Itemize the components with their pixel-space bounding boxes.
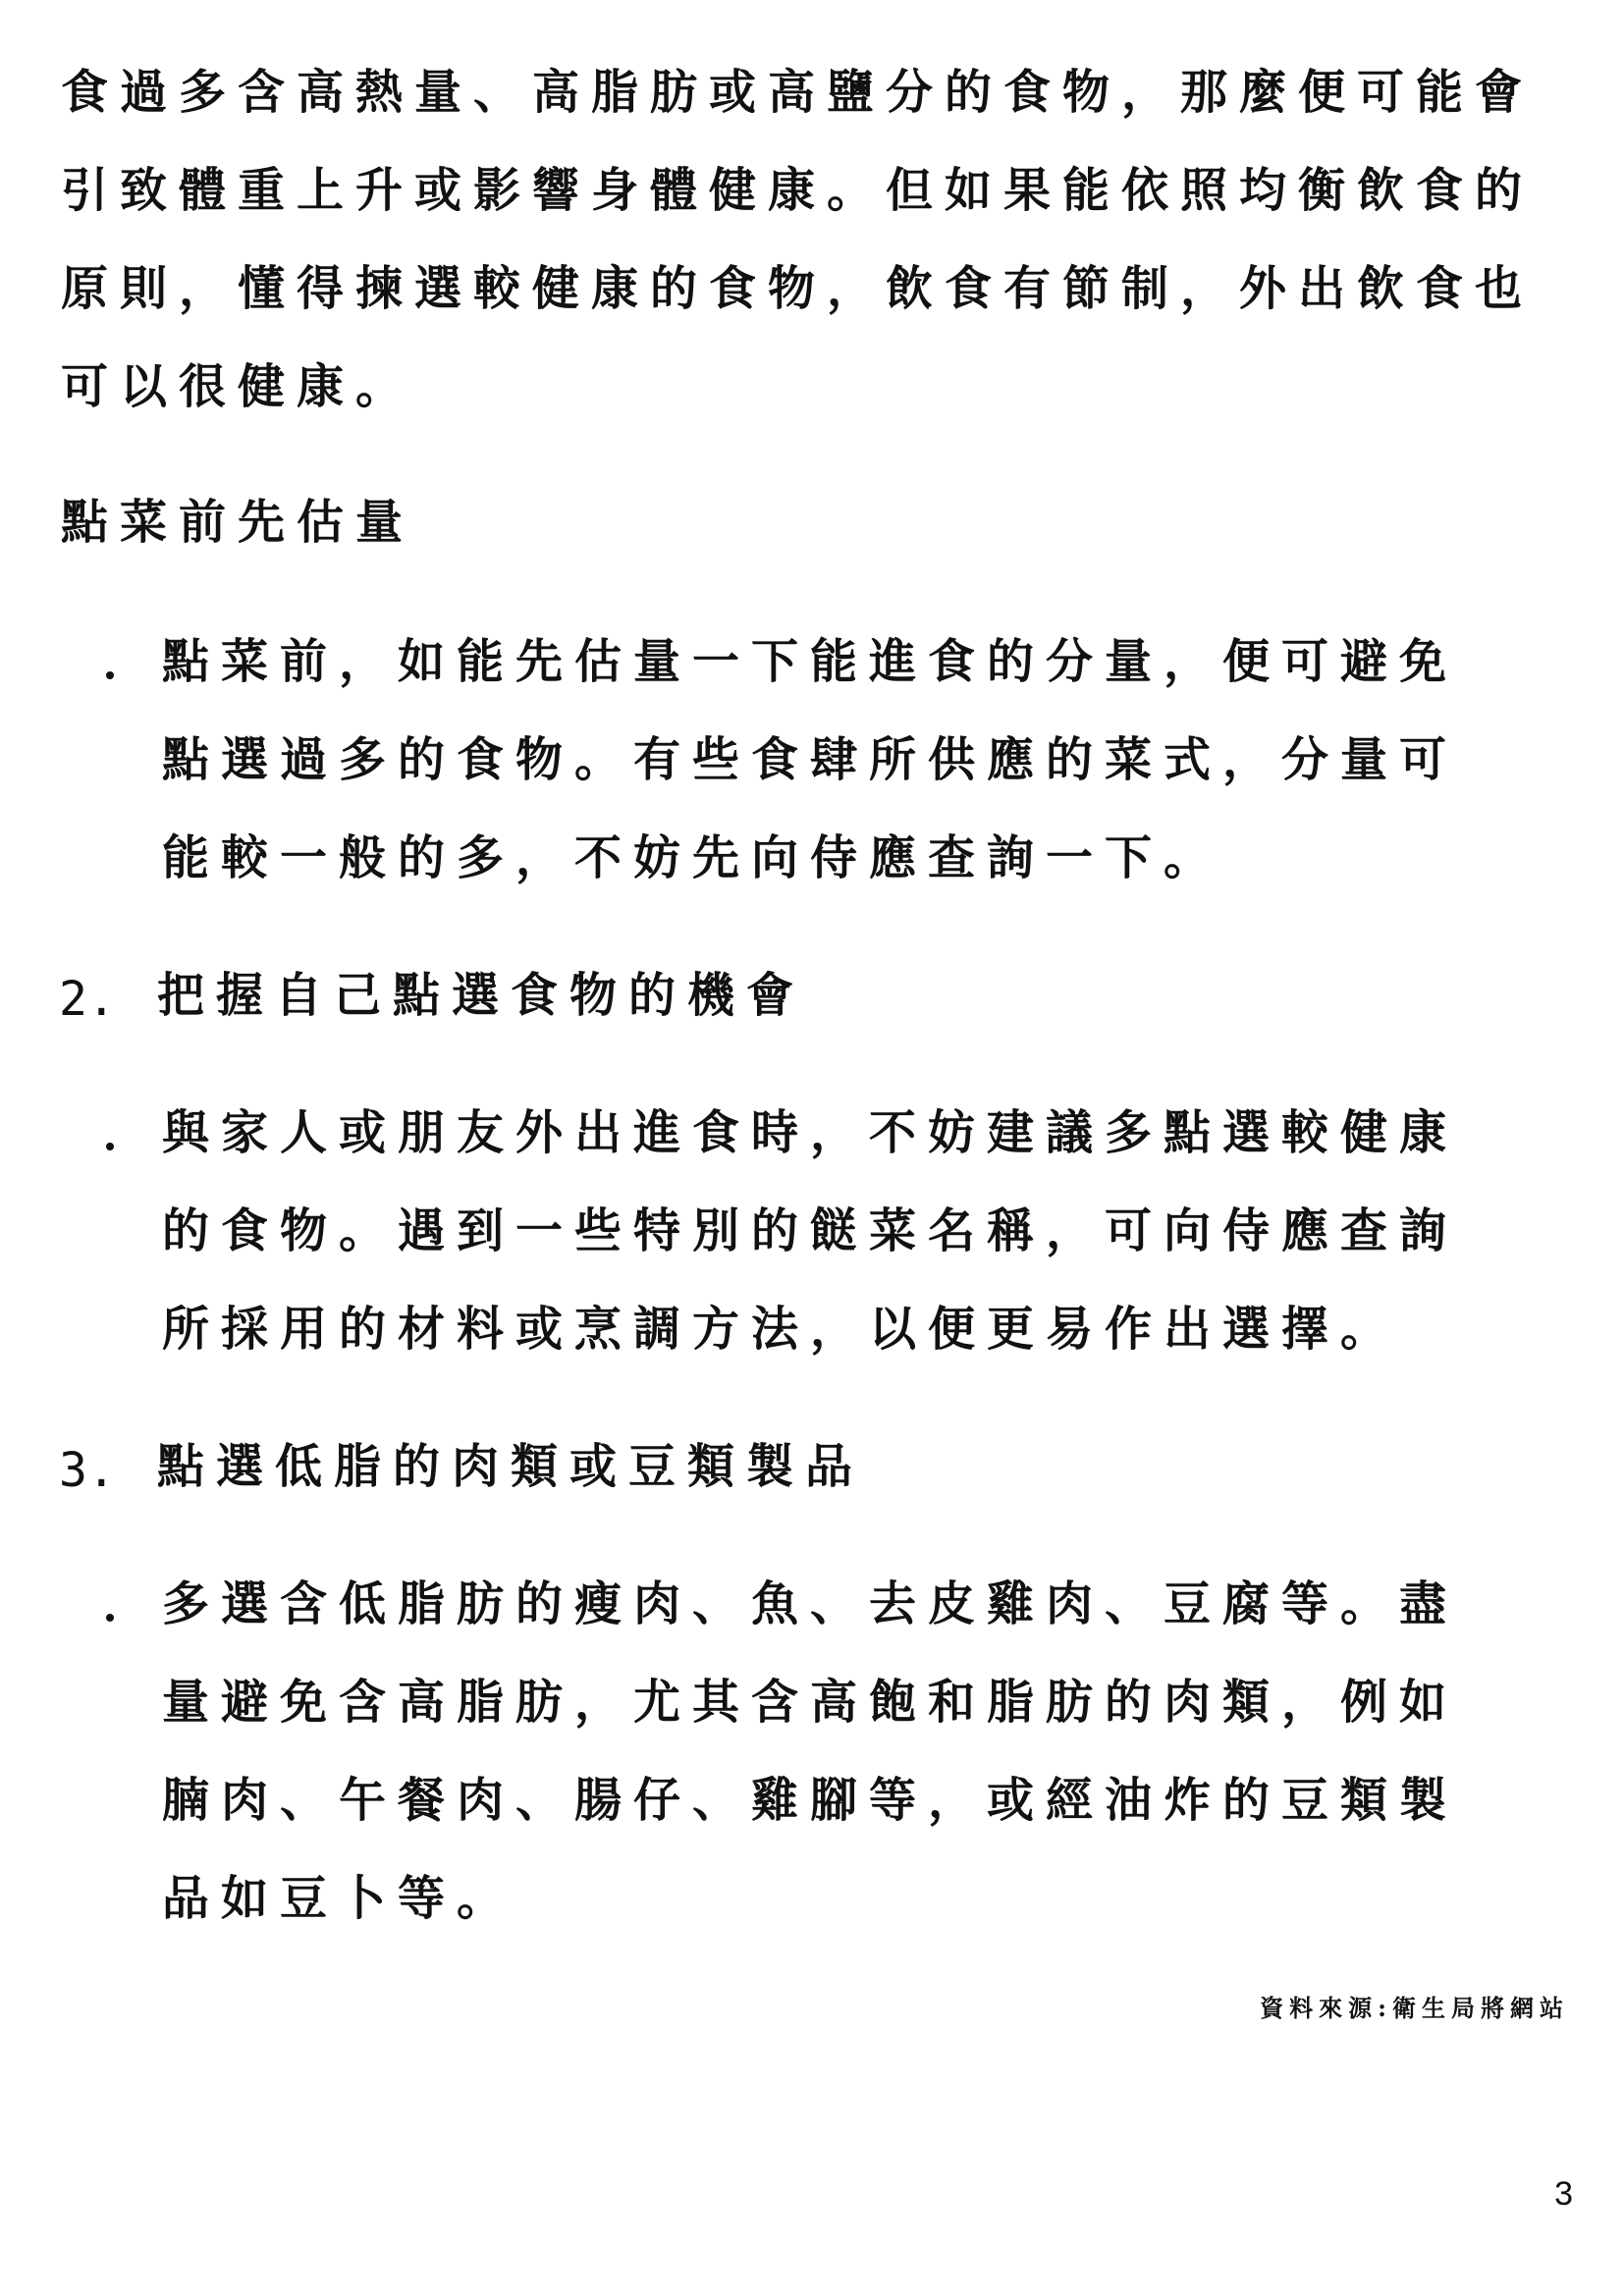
intro-line: 可以很健康。: [61, 359, 415, 414]
bullet-line: 點選過多的食物。有些食肆所供應的菜式，分量可: [162, 732, 1459, 787]
bullet-line: 與家人或朋友外出進食時，不妨建議多點選較健康: [162, 1105, 1459, 1160]
bullet-line: 品如豆卜等。: [162, 1871, 516, 1926]
bullet-icon: [106, 671, 114, 679]
source-note: 資料來源:衛生局將網站: [1260, 1994, 1569, 2022]
intro-line: 原則，懂得揀選較健康的食物，飲食有節制，外出飲食也: [61, 261, 1535, 316]
section-heading: 點選低脂的肉類或豆類製品: [157, 1439, 865, 1494]
section-number: 2.: [59, 972, 116, 1027]
bullet-line: 腩肉、午餐肉、腸仔、雞腳等，或經油炸的豆類製: [162, 1773, 1459, 1828]
bullet-icon: [106, 1614, 114, 1622]
bullet-line: 點菜前，如能先估量一下能進食的分量，便可避免: [162, 634, 1459, 689]
section-heading: 點菜前先估量: [61, 495, 415, 550]
intro-line: 食過多含高熱量、高脂肪或高鹽分的食物，那麼便可能會: [61, 65, 1535, 120]
bullet-line: 量避免含高脂肪，尤其含高飽和脂肪的肉類，例如: [162, 1675, 1459, 1730]
bullet-line: 能較一般的多，不妨先向侍應查詢一下。: [162, 830, 1223, 885]
bullet-line: 多選含低脂肪的瘦肉、魚、去皮雞肉、豆腐等。盡: [162, 1576, 1459, 1631]
bullet-line: 的食物。遇到一些特別的餸菜名稱，可向侍應查詢: [162, 1203, 1459, 1258]
section-number: 3.: [59, 1443, 116, 1498]
bullet-line: 所採用的材料或烹調方法，以便更易作出選擇。: [162, 1302, 1400, 1357]
intro-line: 引致體重上升或影響身體健康。但如果能依照均衡飲食的: [61, 163, 1535, 218]
page-number: 3: [1554, 2175, 1573, 2213]
bullet-icon: [106, 1143, 114, 1150]
section-heading: 把握自己點選食物的機會: [157, 968, 806, 1023]
